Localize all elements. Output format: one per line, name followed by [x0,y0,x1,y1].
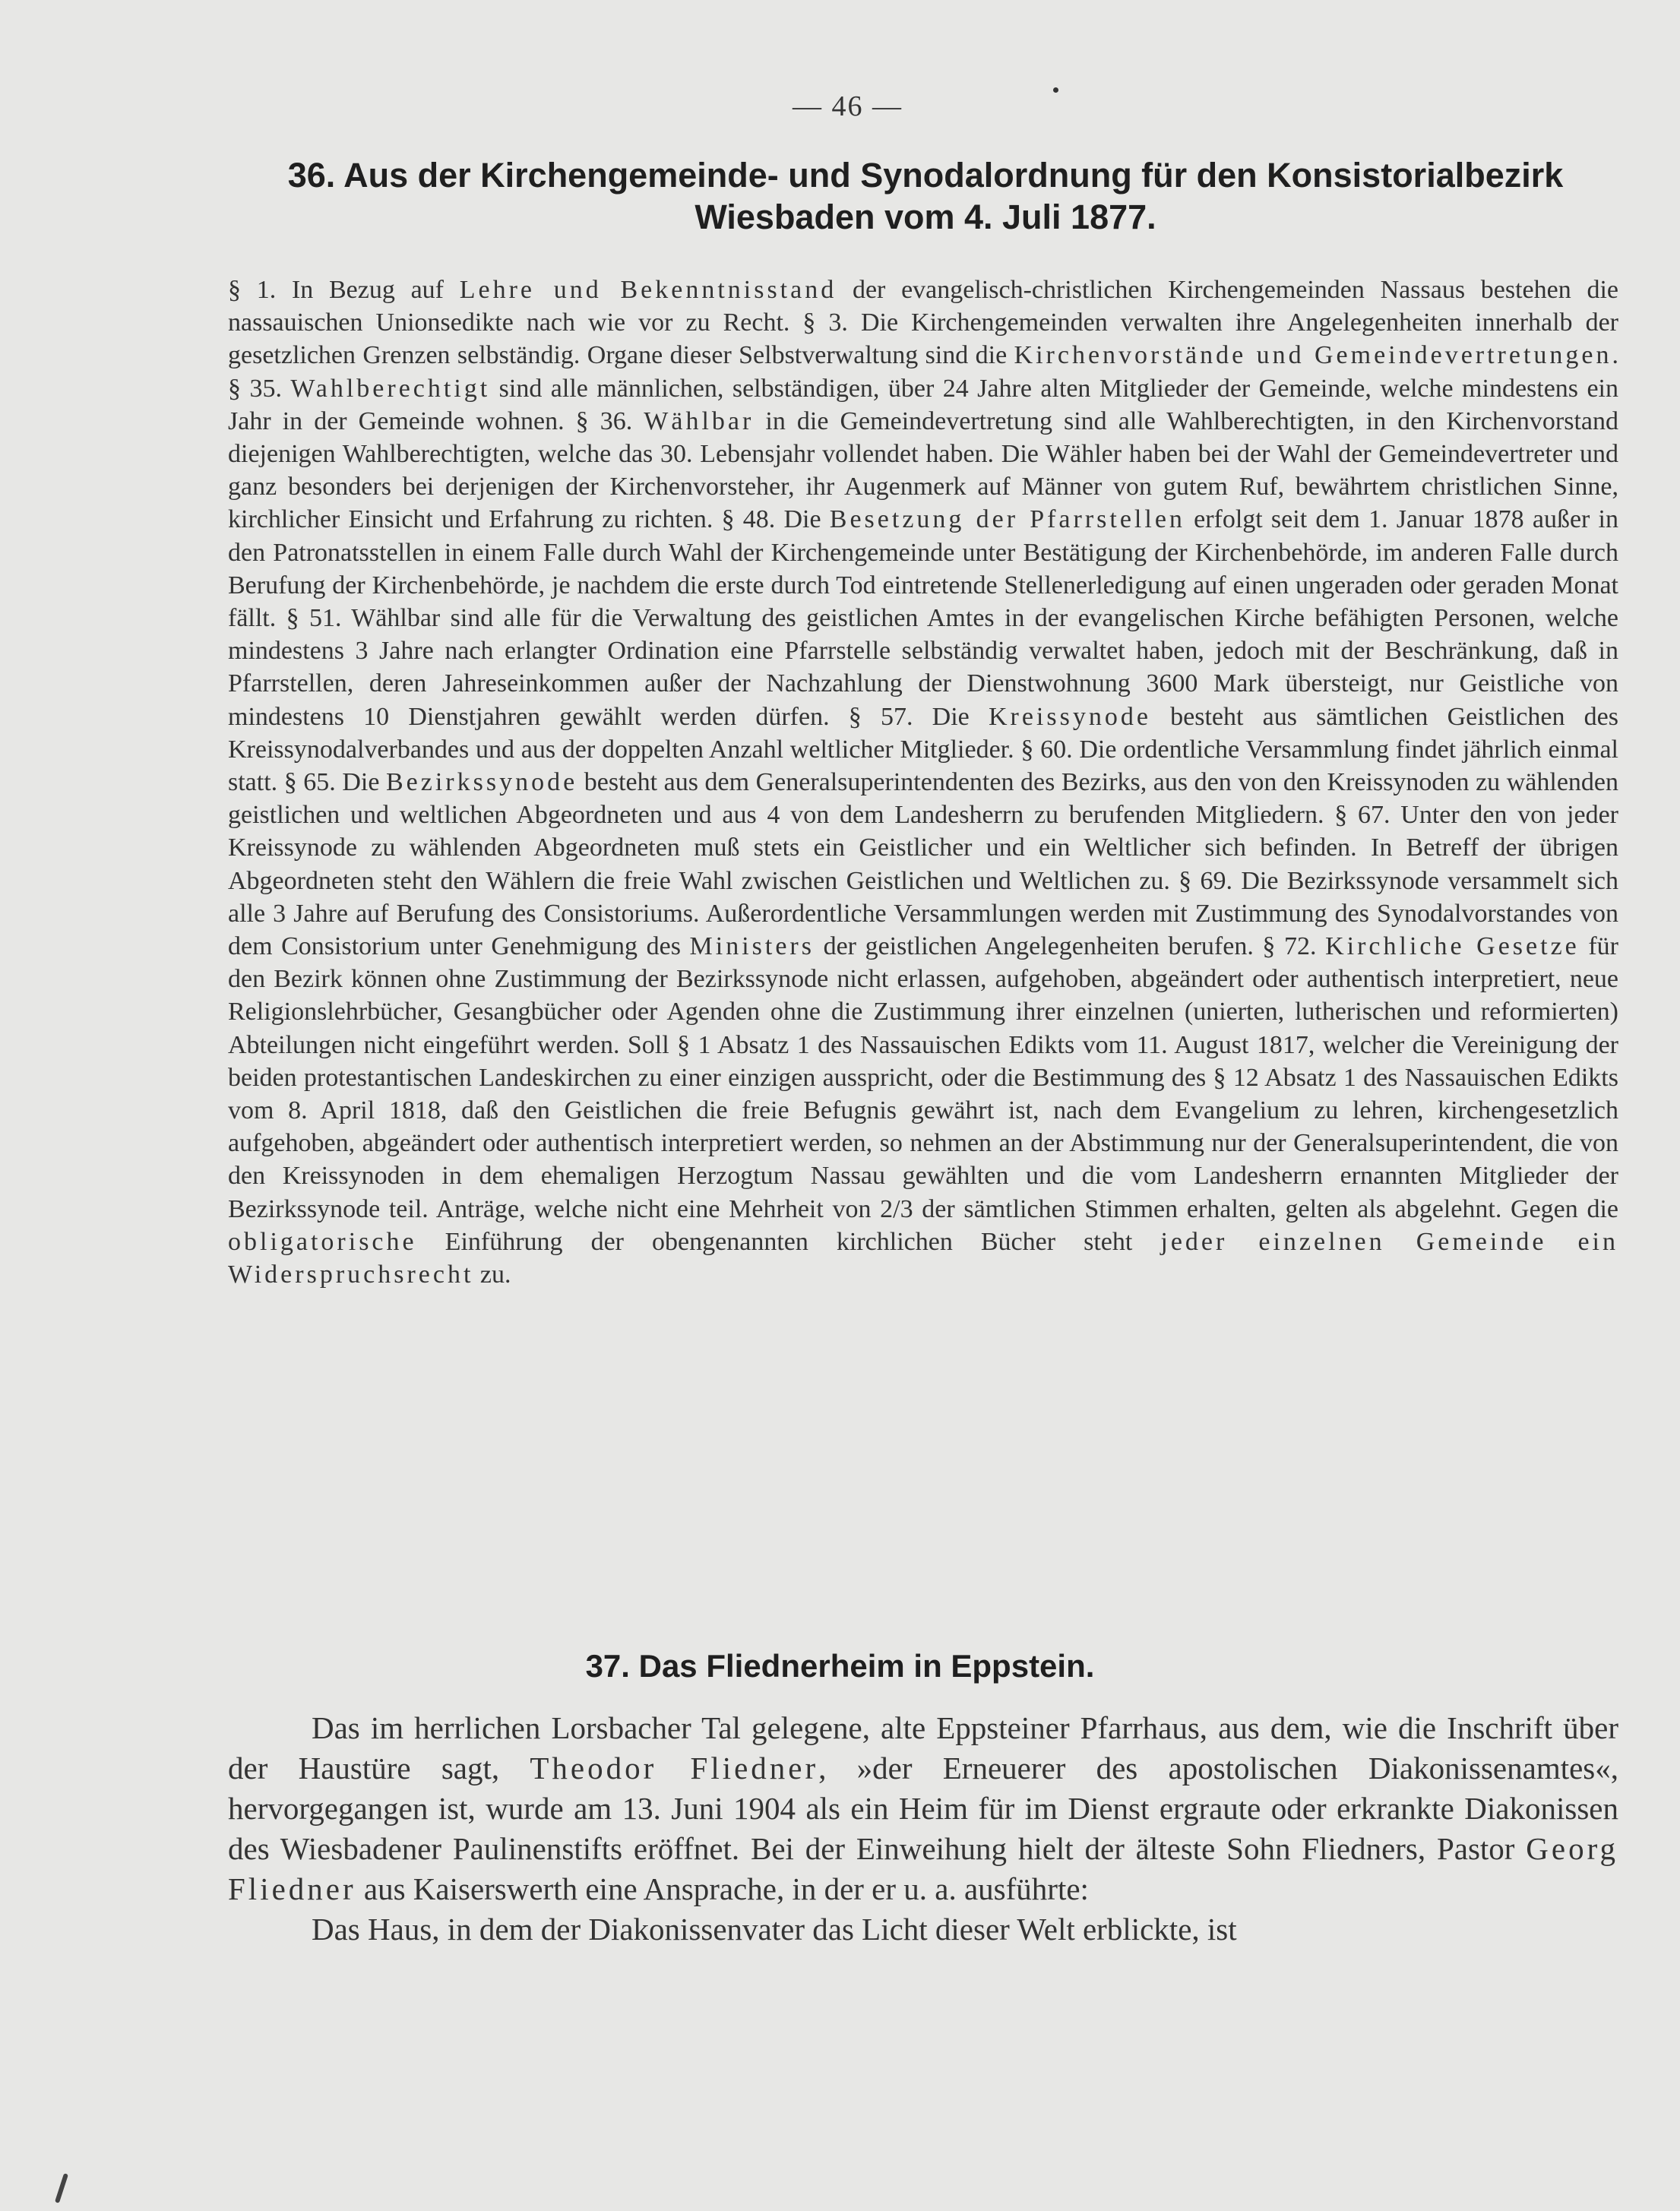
emphasis-text: Wählbar [644,406,755,435]
section-36-body [228,274,1618,1291]
emphasis-text: Theodor Fliedner [530,1751,819,1786]
emphasis-text: Lehre und Bekenntnisstand [459,276,837,304]
text-run: zu. [473,1260,511,1289]
text-run: erfolgt seit dem 1. Januar 1878 außer in den Patronatsstellen in einem Falle durch Wahl der Kirchengemeinde unter Bestätigung der Kirchenbehörde, im anderen Falle durch Berufung der Kirchenbehörde, je nachdem die erste durch Tod eintretende Stellenerledigung auf einen ungeraden oder geraden Monat fällt. § 51. Wählbar sind alle für die Verwaltung des geistlichen Amtes in der evangelischen Kirche befähigten Personen, welche mindestens 3 Jahre nach erlangter Ordination eine Pfarrstelle selbständig verwaltet haben, jedoch mit der Beschränkung, daß in Pfarrstellen, deren Jahreseinkommen außer der Nachzahlung der Dienstwohnung 3600 Mark übersteigt, nur Geistliche von mindestens 10 Dienstjahren gewählt werden dürfen. § 57. Die [228,505,1618,731]
emphasis-text: Ministers [689,932,815,961]
fraction: 2/3 [880,1194,913,1223]
text-run: in die Gemeindevertretung sind alle Wahlberechtigten, in den Kirchenvorstand diejenigen Wahlberechtigten, welche das 30. Lebensjahr vollendet haben. Die Wähler haben bei der Wahl der Gemeindevertreter und ganz besonders bei derjenigen der Kirchenvorsteher, ihr Augenmerk auf Männer von gutem Ruf, bewährtem christlichen Sinne, kirchlicher Einsicht und Erfahrung zu richten. § 48. Die [228,406,1618,534]
emphasis-text: Kirchenvorstände und Gemeindevertretungen [1014,341,1612,370]
text-run: der sämtlichen Stimmen erhalten, gelten als abgelehnt. Gegen die [913,1194,1618,1223]
text-run: für den Bezirk können ohne Zustimmung der Bezirkssynode nicht erlassen, aufgehoben, abgeändert oder authentisch interpretiert, neue Religionslehrbücher, Gesangbücher oder Agenden ohne die Zustimmung ihrer einzelnen (unierten, lutherischen und reformierten) Abteilungen nicht eingeführt werden. Soll § 1 Absatz 1 des Nassauischen Edikts vom 11. August 1817, welcher die Vereinigung der beiden protestantischen Landeskirchen zu einer einzigen ausspricht, oder die Bestimmung des § 12 Absatz 1 des Nassauischen Edikts vom 8. April 1818, daß den Geistlichen die freie Befugnis gewährt ist, nach dem Evangelium zu lehren, kirchengesetzlich aufgehoben, abgeändert oder authentisch interpretiert werden, so nehmen an der Abstimmung nur der Generalsuperintendent, die von den Kreissynoden in dem ehemaligen Herzogtum Nassau gewählten und die vom Landesherrn ernannten Mitglieder der Bezirkssynode teil. Anträge, welche nicht eine Mehrheit von [228,932,1618,1223]
text-run: der geistlichen Angelegenheiten berufen. § 72. [814,932,1326,961]
text-run: Das im herrlichen Lorsbacher Tal gelegene, alte Eppsteiner Pfarrhaus, aus dem, wie die Inschrift über der Haustüre sagt, [228,1710,1618,1786]
emphasis-text: Georg Fliedner [228,1831,1618,1906]
section-37-body [228,1708,1618,1950]
section-37-heading: 37. Das Fliednerheim in Eppstein. [585,1648,1095,1684]
section-36-heading-line1: 36. Aus der Kirchengemeinde- und Synodalordnung für den Konsistorialbezirk [287,156,1564,195]
emphasis-text: Besetzung der Pfarrstellen [829,505,1185,534]
text-run: § 1. In Bezug auf [228,276,460,304]
emphasis-text: Wahlberechtigt [290,374,491,403]
section-36-heading [230,154,1621,238]
text-run: . § 35. [228,341,1619,403]
text-run: Einführung der obengenannten kirchlichen Bücher steht [416,1227,1161,1256]
emphasis-text: Kirchliche Gesetze [1325,932,1580,961]
section-36-heading-line2: Wiesbaden vom 4. Juli 1877. [694,198,1156,236]
page-number: — 46 — [793,90,903,122]
margin-pencil-mark [55,2173,68,2203]
section-37-paragraph-1 [228,1708,1618,1909]
section-37-paragraph-2: Das Haus, in dem der Diakonissenvater das Licht dieser Welt erblickte, ist [312,1912,1237,1947]
text-run: sind alle männlichen, selbständigen, über 24 Jahre alten Mitglieder der Gemeinde, welche mindestens ein Jahr in der Gemeinde wohnen. § 36. [228,374,1619,435]
text-run: der evangelisch-christlichen Kirchengemeinden Nassaus bestehen die nassauischen Unionsedikte nach wie vor zu Recht. § 3. Die Kirchengemeinden verwalten ihre Angelegenheiten innerhalb der gesetzlichen Grenzen selbständig. Organe dieser Selbstverwaltung sind die [228,276,1618,370]
text-run: , »der Erneuerer des apostolischen Diakonissenamtes«, hervorgegangen ist, wurde am 13. Juni 1904 als ein Heim für im Dienst ergraute oder erkrankte Diakonissen des Wiesbadener Paulinenstifts eröffnet. Bei der Einweihung hielt der älteste Sohn Fliedners, Pastor [228,1751,1618,1866]
text-run: aus Kaiserswerth eine Ansprache, in der er u. a. ausführte: [356,1871,1089,1906]
emphasis-text: jeder einzelnen Gemeinde ein Widerspruchsrecht [228,1227,1618,1289]
emphasis-text: Bezirkssynode [386,768,578,797]
text-run: besteht aus sämtlichen Geistlichen des Kreissynodalverbandes und aus der doppelten Anzahl weltlicher Mitglieder. § 60. Die ordentliche Versammlung findet jährlich einmal statt. § 65. Die [228,702,1618,797]
emphasis-text: Kreissynode [988,702,1151,731]
emphasis-text: obligatorische [228,1227,417,1256]
text-run: besteht aus dem Generalsuperintendenten des Bezirks, aus den von den Kreissynoden zu wählenden geistlichen und weltlichen Abgeordneten und aus 4 von dem Landesherrn zu berufenden Mitgliedern. § 67. Unter den von jeder Kreissynode zu wählenden Abgeordneten muß stets ein Geistlicher und ein Weltlicher sich befinden. In Betreff der übrigen Abgeordneten steht den Wählern die freie Wahl zwischen Geistlichen und Weltlichen zu. § 69. Die Bezirkssynode versammelt sich alle 3 Jahre auf Berufung des Consistoriums. Außerordentliche Versammlungen werden mit Zustimmung des Synodalvorstandes von dem Consistorium unter Genehmigung des [228,768,1618,961]
